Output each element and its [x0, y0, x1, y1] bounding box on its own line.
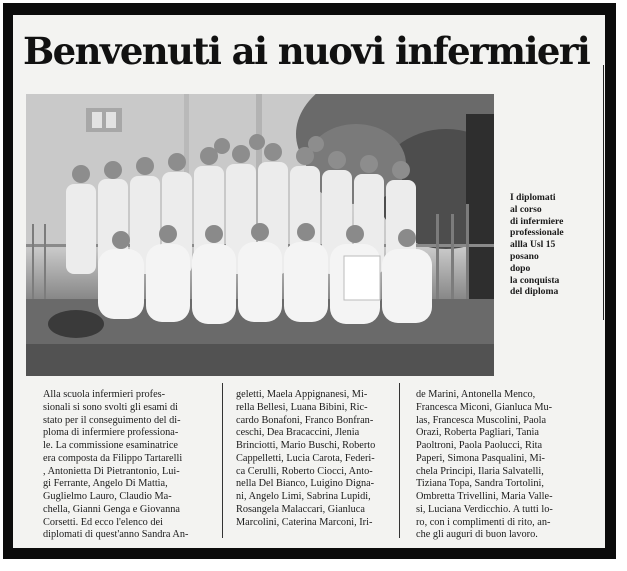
- photo-caption: [510, 192, 590, 298]
- text-line: ceschi, Dea Bracaccini, Jlenia: [236, 427, 360, 439]
- text-line: Orazi, Roberta Pagliari, Tania: [416, 427, 539, 439]
- text-line: Paperi, Simona Pasqualini, Mi-: [416, 452, 545, 464]
- text-line: , Antonietta Di Pietrantonio, Lui-: [43, 465, 180, 477]
- text-line: cardo Bonafoni, Franco Bonfran-: [236, 414, 374, 426]
- text-line: geletti, Maela Appignanesi, Mi-: [236, 389, 368, 400]
- text-line: stato per il conseguimento del di-: [43, 414, 181, 426]
- caption-line: la conquista: [510, 274, 560, 286]
- text-line: Paoltroni, Paola Paolucci, Rita: [416, 440, 543, 451]
- text-line: Francesca Miconi, Gianluca Mu-: [416, 401, 553, 413]
- caption-line: del diploma: [510, 286, 559, 298]
- column-divider: [399, 383, 400, 538]
- text-line: Brinciotti, Mario Buschi, Roberto: [236, 440, 376, 451]
- caption-line: allla Usl 15: [510, 239, 556, 251]
- caption-rule: [603, 65, 604, 320]
- text-line: nella Del Bianco, Luigino Digna-: [236, 478, 375, 490]
- text-line: de Marini, Antonella Menco,: [416, 389, 536, 400]
- caption-line: di infermiere: [510, 215, 564, 227]
- caption-line: professionale: [510, 227, 564, 239]
- text-line: las, Francesca Muscolini, Paola: [416, 414, 547, 426]
- caption-line: posano: [510, 250, 539, 262]
- text-line: Marcolini, Caterina Marconi, Iri-: [236, 516, 373, 528]
- text-line: gi Ferrante, Angelo Di Mattia,: [43, 478, 168, 490]
- text-line: Tiziana Topa, Sandra Tortolini,: [416, 478, 544, 490]
- text-line: rella Bellesi, Luana Bibini, Ric-: [236, 401, 368, 413]
- text-line: era composta da Filippo Tartarelli: [43, 452, 183, 464]
- text-line: Alla scuola infermieri profes-: [43, 389, 166, 400]
- text-line: diplomati di quest'anno Sandra An-: [43, 529, 189, 541]
- text-line: che gli auguri di buon lavoro.: [416, 529, 538, 541]
- text-line: ni, Angelo Limi, Sabrina Lupidi,: [236, 491, 371, 502]
- caption-line: I diplomati: [510, 192, 556, 203]
- text-line: chella, Gianni Genga e Giovanna: [43, 503, 180, 515]
- article-column-2: [236, 389, 382, 529]
- text-line: Rosangela Malaccari, Gianluca: [236, 503, 365, 515]
- text-line: Corsetti. Ed ecco l'elenco dei: [43, 516, 163, 528]
- article-column-3: [416, 389, 562, 542]
- text-line: Cappelletti, Lucia Carota, Federi-: [236, 452, 375, 464]
- text-line: Guglielmo Lauro, Claudio Ma-: [43, 491, 172, 502]
- newspaper-clipping: [13, 15, 605, 548]
- headline: Benvenuti ai nuovi infermieri: [23, 29, 590, 73]
- text-line: chela Principi, Ilaria Salvatelli,: [416, 465, 544, 477]
- article-column-1: [43, 389, 189, 542]
- text-line: ploma di infermiere professiona-: [43, 427, 179, 439]
- text-line: Ombretta Trivellini, Maria Valle-: [416, 491, 553, 502]
- text-line: le. La commissione esaminatrice: [43, 440, 178, 451]
- caption-line: al corso: [510, 203, 542, 215]
- caption-line: dopo: [510, 262, 531, 274]
- text-line: ca Cerulli, Roberto Ciocci, Anto-: [236, 465, 373, 477]
- group-photo: [26, 94, 494, 376]
- column-divider: [222, 383, 223, 538]
- text-line: ro, con i complimenti di rito, an-: [416, 516, 551, 528]
- text-line: si, Luciana Verdicchio. A tutti lo-: [416, 503, 553, 515]
- text-line: sionali si sono svolti gli esami di: [43, 401, 179, 413]
